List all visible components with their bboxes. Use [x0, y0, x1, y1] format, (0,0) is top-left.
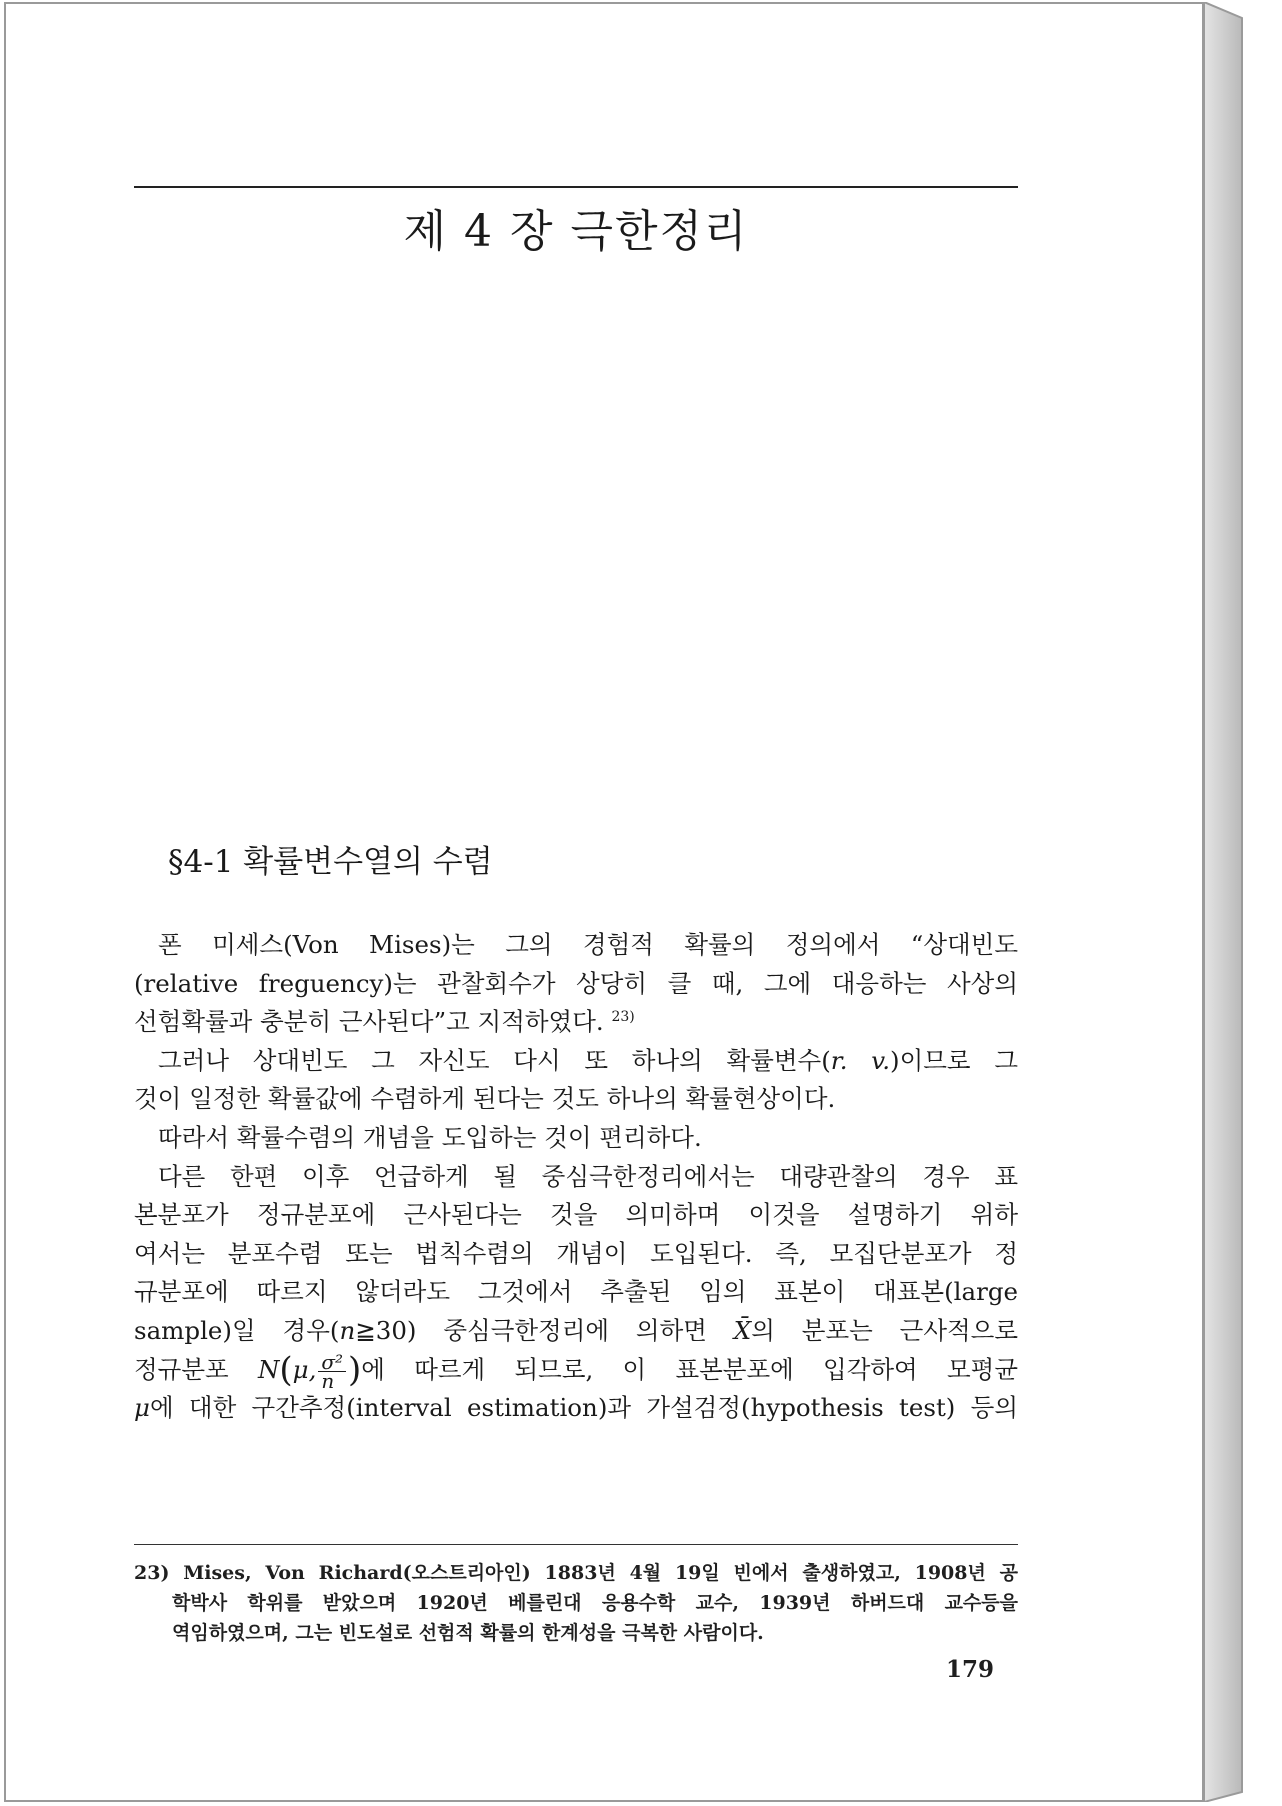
- footnote-line-3: 역임하였으며, 그는 빈도설로 선험적 확률의 한계성을 극복한 사람이다.: [172, 1622, 764, 1644]
- paragraph-4-line-3: 여서는 분포수렴 또는 법칙수렴의 개념이 도입된다. 즉, 모집단분포가 정: [134, 1238, 1018, 1268]
- footnote-line-1: 23) Mises, Von Richard(오스트리아인) 1883년 4월 19일 빈에서 출생하였고, 1908년 공: [134, 1562, 1018, 1584]
- right-paren: ): [348, 1349, 362, 1390]
- p4-l5-text-a: sample)일 경우(: [134, 1315, 340, 1345]
- paragraph-4-line-2: 본분포가 정규분포에 근사된다는 것을 의미하며 이것을 설명하기 위하: [134, 1200, 1018, 1230]
- paragraph-4-line-6: [134, 1349, 1018, 1393]
- p4-l7-text-b: 에 대한 구간추정(interval estimation)과 가설검정(hypothesis test) 등의: [149, 1393, 1018, 1423]
- paragraph-1-line-1: 폰 미세스(Von Mises)는 그의 경험적 확률의 정의에서 “상대빈도: [158, 930, 1018, 959]
- p4-l5-text-c: 의 분포는 근사적으로: [751, 1315, 1019, 1345]
- footnote-ref-23: 23): [611, 1009, 635, 1026]
- body-text: [134, 926, 1018, 1428]
- p2-text-b: )이므로 그: [890, 1045, 1018, 1075]
- chapter-title: 제 4 장 극한정리: [403, 206, 749, 257]
- book-page: [4, 2, 1204, 1802]
- footnote-line-2: 학박사 학위를 받았으며 1920년 베를린대 응용수학 교수, 1939년 하버드대 교수등을: [172, 1592, 1018, 1614]
- footnote-rule: [134, 1544, 1018, 1545]
- sigma-squared-over-n-fraction: [318, 1349, 346, 1393]
- paragraph-4-line-5: [134, 1312, 1018, 1351]
- paragraph-4-line-4: 규분포에 따르지 않더라도 그것에서 추출된 임의 표본이 대표본(large: [134, 1277, 1018, 1307]
- paragraph-3-line-1: 따라서 확률수렴의 개념을 도입하는 것이 편리하다.: [158, 1122, 702, 1152]
- paragraph-2-line-1: [134, 1042, 1018, 1081]
- mu-symbol: μ,: [292, 1354, 317, 1384]
- fraction-denominator: n: [321, 1368, 335, 1393]
- page-number: 179: [946, 1656, 995, 1683]
- paragraph-2-line-2: 것이 일정한 확률값에 수렴하게 된다는 것도 하나의 확률현상이다.: [134, 1084, 836, 1114]
- page-edge-shadow: [1204, 2, 1282, 1802]
- fraction-numerator: σ²: [318, 1353, 346, 1372]
- p4-l6-text-a: 정규분포: [134, 1354, 229, 1384]
- paragraph-1-line-3-text: 선험확률과 충분히 근사된다”고 지적하였다.: [134, 1007, 604, 1037]
- mu-symbol-2: μ: [134, 1393, 150, 1423]
- xbar-symbol: X̄: [733, 1315, 752, 1345]
- normal-N-symbol: N: [257, 1354, 280, 1384]
- chapter-rule: [134, 186, 1018, 188]
- p2-text-a: 그러나 상대빈도 그 자신도 다시 또 하나의 확률변수(: [158, 1045, 831, 1075]
- paragraph-4-line-1: 다른 한편 이후 언급하게 될 중심극한정리에서는 대량관찰의 경우 표: [158, 1161, 1018, 1191]
- rv-symbol: r. v.: [830, 1045, 891, 1075]
- paragraph-1-line-3: [134, 1003, 1018, 1042]
- p4-l5-text-b: ≧30) 중심극한정리에 의하면: [355, 1315, 707, 1345]
- section-title: §4-1 확률변수열의 수렴: [168, 844, 493, 880]
- paragraph-1-line-2: (relative freguency)는 관찰회수가 상당히 클 때, 그에 대응하는 사상의: [134, 968, 1018, 998]
- footnote: [134, 1558, 1018, 1648]
- left-paren: (: [279, 1349, 293, 1390]
- n-symbol: n: [339, 1315, 356, 1345]
- p4-l6-text-b: 에 따르게 되므로, 이 표본분포에 입각하여 모평균: [361, 1354, 1018, 1384]
- paragraph-4-line-7: [134, 1389, 1018, 1428]
